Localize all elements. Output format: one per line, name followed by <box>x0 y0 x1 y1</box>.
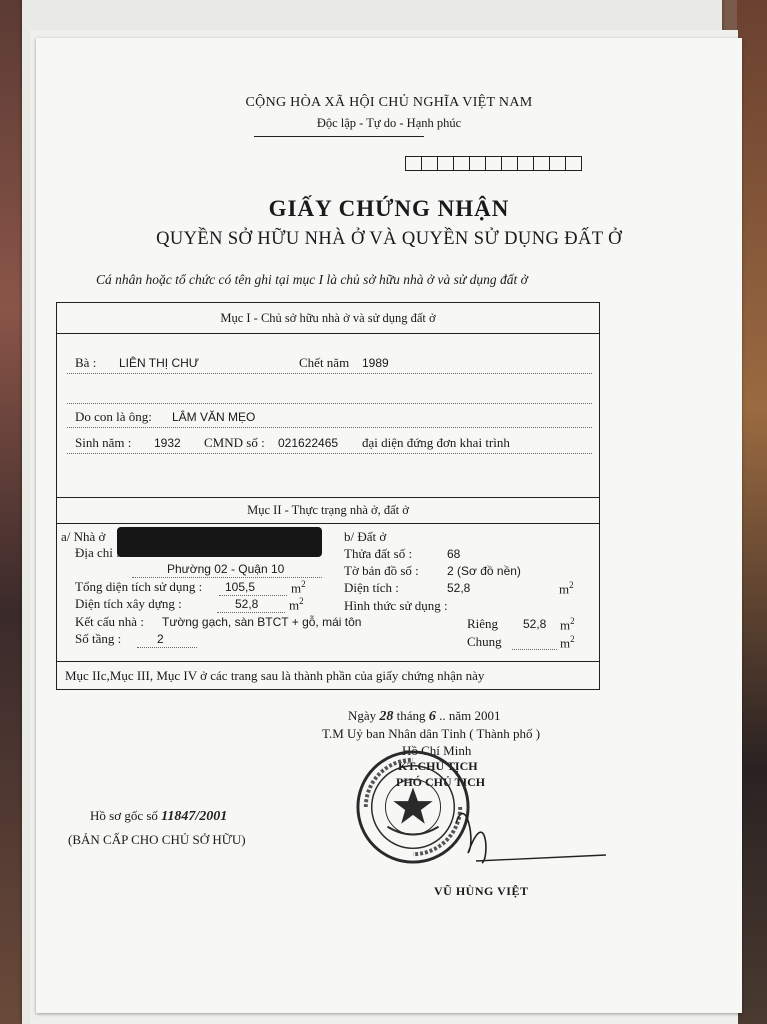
footer-note: Mục IIc,Mục III, Mục IV ở các trang sau là thành phần của giấy chứng nhận này <box>65 668 485 683</box>
common-label: Chung <box>467 634 502 649</box>
issue-month: 6 <box>428 709 436 724</box>
death-year: 1989 <box>362 356 389 370</box>
section1-heading: Mục I - Chủ sở hữu nhà ở và sử dụng đất ở <box>220 311 436 325</box>
do-con-label: Do con là ông: <box>75 409 152 424</box>
authority-line2: Hồ Chí Minh <box>402 743 472 758</box>
address-line2: Phường 02 - Quận 10 <box>167 562 285 576</box>
file-number-value: 11847/2001 <box>161 809 228 824</box>
structure-value: Tường gạch, sàn BTCT + gỗ, mái tôn <box>162 615 362 629</box>
owner-copy-note: (BẢN CẤP CHO CHỦ SỞ HỮU) <box>68 832 246 847</box>
private-label: Riêng <box>467 616 499 631</box>
signature-mark <box>446 783 616 873</box>
map-label: Tờ bản đồ số : <box>344 563 419 578</box>
vice-chairman: PHÓ CHỦ TỊCH <box>396 775 486 789</box>
total-area-label: Tổng diện tích sử dụng : <box>75 579 203 594</box>
cmnd-value: 021622465 <box>278 436 339 450</box>
floors-label: Số tầng : <box>75 631 122 646</box>
private-unit: $m^2$ <box>560 616 575 633</box>
plot-value: 68 <box>447 547 461 561</box>
plot-label: Thửa đất số : <box>344 546 413 561</box>
kt-chairman: KT.CHỦ TỊCH <box>398 759 478 773</box>
birth-year: 1932 <box>154 436 181 450</box>
total-area-unit: $m^2$ <box>291 579 306 596</box>
ba-value: LIÊN THỊ CHƯ <box>119 356 200 370</box>
issue-year: 2001 <box>474 708 501 723</box>
map-value: 2 (Sơ đồ nền) <box>447 564 521 578</box>
birth-label: Sinh năm : <box>75 435 132 450</box>
land-label: b/ Đất ở <box>344 529 387 544</box>
land-area-label: Diện tích : <box>344 580 399 595</box>
build-area-label: Diện tích xây dựng : <box>75 596 182 611</box>
certificate-table <box>56 302 600 690</box>
floors-value: 2 <box>157 632 164 646</box>
redacted-address <box>117 527 322 557</box>
authority-line1: T.M Uỷ ban Nhân dân Tỉnh ( Thành phố ) <box>322 726 541 741</box>
national-motto: Độc lập - Tự do - Hạnh phúc <box>316 116 462 130</box>
intro-text: Cá nhân hoặc tổ chức có tên ghi tại mục I là chủ sở hữu nhà ở và sử dụng đất ở <box>96 272 528 287</box>
serial-number-boxes <box>406 156 582 171</box>
build-area-unit: $m^2$ <box>289 596 304 613</box>
land-area-unit: $m^2$ <box>559 580 574 597</box>
signer-name: VŨ HÙNG VIỆT <box>434 884 529 898</box>
issue-date: Ngày 28 tháng 6 .. năm 2001 <box>348 708 501 724</box>
do-con-value: LÂM VĂN MẸO <box>172 410 256 424</box>
file-number: Hồ sơ gốc số 11847/2001 <box>90 808 228 824</box>
common-unit: $m^2$ <box>560 634 575 651</box>
ba-label: Bà : <box>75 355 97 370</box>
private-value: 52,8 <box>523 617 547 631</box>
house-label: a/ Nhà ở <box>61 529 106 544</box>
build-area-value: 52,8 <box>235 597 259 611</box>
issue-day: 28 <box>379 709 394 724</box>
address-label: Địa chỉ : <box>75 545 120 560</box>
structure-label: Kết cấu nhà : <box>75 614 144 629</box>
land-area-value: 52,8 <box>447 581 471 595</box>
use-form-label: Hình thức sử dụng : <box>344 598 448 613</box>
country-name: CỘNG HÒA XÃ HỘI CHỦ NGHĨA VIỆT NAM <box>245 95 533 110</box>
motto-underline <box>254 136 424 137</box>
total-area-value: 105,5 <box>225 580 256 594</box>
representative-text: đại diện đứng đơn khai trình <box>362 435 510 450</box>
cmnd-label: CMND số : <box>204 435 265 450</box>
certificate-subtitle: QUYỀN SỞ HỮU NHÀ Ở VÀ QUYỀN SỬ DỤNG ĐẤT Ở <box>156 229 622 249</box>
death-label: Chết năm <box>299 355 350 370</box>
certificate-title: GIẤY CHỨNG NHẬN <box>268 196 510 221</box>
certificate-page <box>36 38 742 1013</box>
section2-heading: Mục II - Thực trạng nhà ở, đất ở <box>247 503 409 517</box>
